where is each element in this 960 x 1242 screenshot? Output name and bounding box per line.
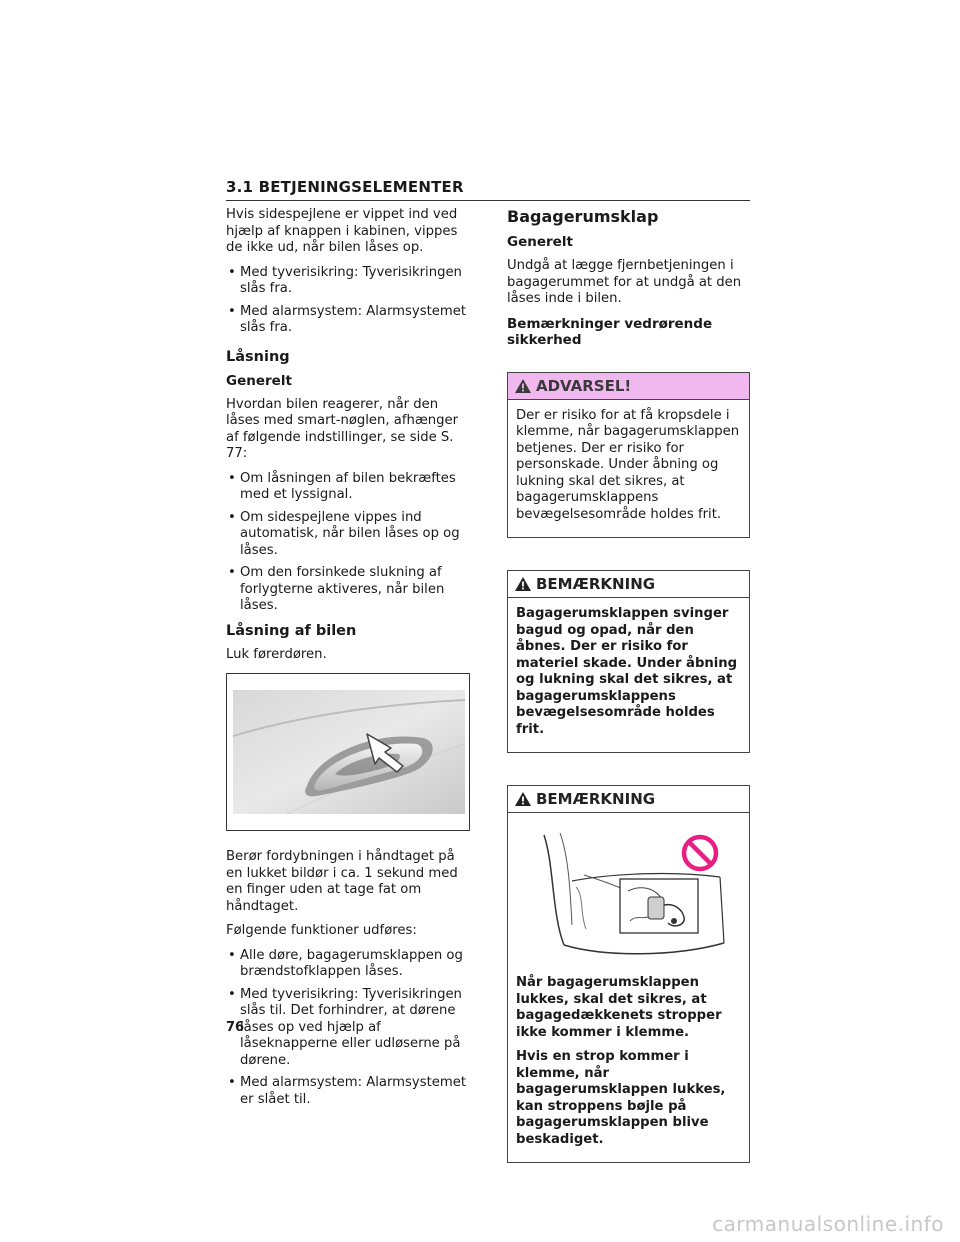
close-door-instruction: Luk førerdøren. xyxy=(226,646,327,662)
safety-subheading: Bemærkninger vedrørende sikkerhed xyxy=(507,315,713,348)
note-text: Bagagerumsklappen svinger bagud og opad, når den åbnes. Der er risiko for materiel skade. Under åbning og lukning skal det sikres, at bagagerumsklappens bevægelsesområde holdes frit. xyxy=(516,606,738,737)
section-header xyxy=(226,178,750,201)
functions-bullet-list xyxy=(226,948,470,1109)
note-label: BEMÆRKNING xyxy=(536,575,656,593)
list-item: • Alle døre, bagagerumsklappen og brændstofklappen låses. xyxy=(226,948,470,981)
note-box xyxy=(507,785,750,1163)
touch-instruction: Berør fordybningen i håndtaget på en lukket bildør i ca. 1 sekund med en finger uden at tage fat om håndtaget. xyxy=(226,849,458,914)
list-item: • Om låsningen af bilen bekræftes med et lyssignal. xyxy=(226,471,470,504)
general-subheading: Generelt xyxy=(226,372,292,389)
note-body xyxy=(508,813,749,1162)
intro-paragraph: Hvis sidespejlene er vippet ind ved hjælp af knappen i kabinen, vippes de ikke ud, når bilen låses op. xyxy=(226,207,458,255)
note-body xyxy=(508,598,749,752)
warning-header xyxy=(508,373,749,400)
list-item: • Med tyverisikring: Tyverisikringen slås fra. xyxy=(226,265,470,298)
door-handle-image xyxy=(227,674,469,830)
tailgate-heading: Bagagerumsklap xyxy=(507,207,659,226)
list-item: • Med alarmsystem: Alarmsystemet slås fra. xyxy=(226,304,470,337)
header-rule xyxy=(226,200,750,201)
note-header xyxy=(508,571,749,598)
note-box xyxy=(507,570,750,753)
intro-bullet-list xyxy=(226,265,470,337)
note-header xyxy=(508,786,749,813)
note-label: BEMÆRKNING xyxy=(536,790,656,808)
note-text: Hvis en strop kommer i klemme, når bagagerumsklappen lukkes, kan stroppens bøjle på bagagerumsklappen blive beskadiget. xyxy=(516,1049,726,1147)
left-column xyxy=(226,207,470,1116)
door-handle-illustration xyxy=(226,673,470,831)
settings-bullet-list xyxy=(226,471,470,615)
caution-triangle-icon xyxy=(514,576,532,592)
warning-text: Der er risiko for at få kropsdele i klemme, når bagagerumsklappen betjenes. Der er risiko for personskade. Under åbning og lukning skal det sikres, at bagagerumsklappens bevægelsesområde holdes frit. xyxy=(516,407,740,522)
warning-triangle-icon xyxy=(514,378,532,394)
right-column xyxy=(507,207,750,1163)
section-title: 3.1 BETJENINGSELEMENTER xyxy=(226,178,464,196)
warning-body xyxy=(508,400,749,538)
caution-triangle-icon xyxy=(514,791,532,807)
warning-label: ADVARSEL! xyxy=(536,376,632,395)
locking-heading: Låsning xyxy=(226,348,290,365)
general-paragraph: Undgå at lægge fjernbetjeningen i bagagerummet for at undgå at den låses inde i bilen. xyxy=(507,258,742,306)
watermark: carmanualsonline.info xyxy=(712,1212,944,1236)
list-item: • Om sidespejlene vippes ind automatisk, når bilen låses op og låses. xyxy=(226,510,470,560)
lock-car-heading: Låsning af bilen xyxy=(226,622,357,639)
list-item: • Om den forsinkede slukning af forlygterne aktiveres, når bilen låses. xyxy=(226,565,470,615)
list-item: • Med tyverisikring: Tyverisikringen slås til. Det forhindrer, at dørene låses op ved hjælp af låseknapperne eller udløserne på dørene. xyxy=(226,987,470,1070)
trunk-strap-illustration xyxy=(524,825,734,965)
general-subheading: Generelt xyxy=(507,234,573,250)
functions-intro: Følgende funktioner udføres: xyxy=(226,923,417,938)
page-number: 76 xyxy=(226,1020,245,1035)
warning-box xyxy=(507,372,750,539)
list-item: • Med alarmsystem: Alarmsystemet er slået til. xyxy=(226,1075,470,1108)
general-paragraph: Hvordan bilen reagerer, når den låses med smart-nøglen, afhænger af følgende indstillinger, se side S. 77: xyxy=(226,396,459,461)
note-text: Når bagagerumsklappen lukkes, skal det sikres, at bagagedækkenets stropper ikke kommer i klemme. xyxy=(516,975,722,1040)
